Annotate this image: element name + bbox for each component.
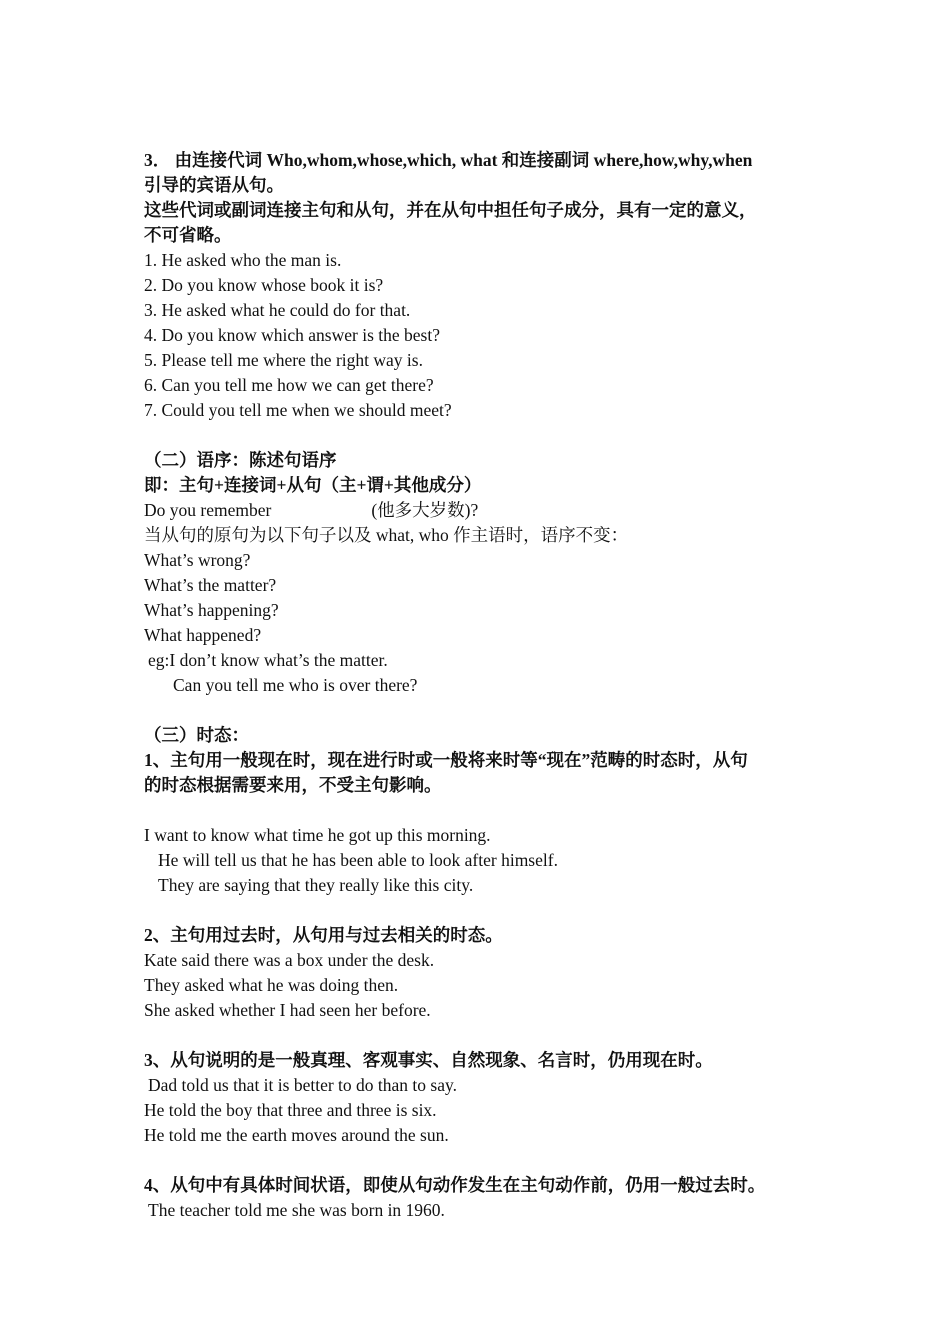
example-sentence: He will tell us that he has been able to look after himself. xyxy=(158,850,558,870)
spacer xyxy=(144,1023,824,1048)
example-sentence: Kate said there was a box under the desk. xyxy=(144,950,435,970)
example-sentence: They are saying that they really like this city. xyxy=(158,875,474,895)
tense-rule4: 4、从句中有具体时间状语，即使从句动作发生在主句动作前，仍用一般过去时。 xyxy=(144,1175,766,1195)
word-order-formula: 即：主句+连接词+从句（主+谓+其他成分） xyxy=(144,475,482,495)
example-sentence: 7. Could you tell me when we should meet? xyxy=(144,400,452,420)
word-order-note: 当从句的原句为以下句子以及 what, who 作主语时，语序不变： xyxy=(144,525,629,545)
tense-heading: （三）时态： xyxy=(144,725,249,745)
example-sentence: 4. Do you know which answer is the best? xyxy=(144,325,440,345)
tense-rule2: 2、主句用过去时，从句用与过去相关的时态。 xyxy=(144,925,503,945)
section3-desc-line1: 这些代词或副词连接主句和从句，并在从句中担任句子成分，具有一定的意义， xyxy=(144,200,757,220)
example-sentence: He told the boy that three and three is six. xyxy=(144,1100,437,1120)
fill-blank-right: (他多大岁数)? xyxy=(371,500,479,520)
example-sentence: She asked whether I had seen her before. xyxy=(144,1000,431,1020)
spacer xyxy=(144,798,824,823)
example-sentence: He told me the earth moves around the sun. xyxy=(144,1125,449,1145)
example-eg2: Can you tell me who is over there? xyxy=(173,675,418,695)
example-sentence: 1. He asked who the man is. xyxy=(144,250,342,270)
tense-rule1-line1: 1、主句用一般现在时，现在进行时或一般将来时等“现在”范畴的时态时，从句 xyxy=(144,750,748,770)
fixed-sentence: What’s happening? xyxy=(144,600,279,620)
spacer xyxy=(144,898,824,923)
fixed-sentence: What’s wrong? xyxy=(144,550,251,570)
example-eg1: eg:I don’t know what’s the matter. xyxy=(148,650,388,670)
tense-rule1-line2: 的时态根据需要来用，不受主句影响。 xyxy=(144,775,442,795)
spacer xyxy=(144,423,824,448)
example-sentence: 2. Do you know whose book it is? xyxy=(144,275,384,295)
section3-desc-line2: 不可省略。 xyxy=(144,225,232,245)
fill-blank-left: Do you remember xyxy=(144,500,272,520)
section3-heading-line1: 3． 由连接代词 Who,whom,whose,which, what 和连接副词 where,how,why,when xyxy=(144,150,753,170)
section3-heading-line2: 引导的宾语从句。 xyxy=(144,175,284,195)
document-page xyxy=(144,148,824,1223)
example-sentence: They asked what he was doing then. xyxy=(144,975,399,995)
word-order-heading: （二）语序：陈述句语序 xyxy=(144,450,337,470)
example-sentence: 5. Please tell me where the right way is. xyxy=(144,350,423,370)
example-sentence: 6. Can you tell me how we can get there? xyxy=(144,375,434,395)
tense-rule3: 3、从句说明的是一般真理、客观事实、自然现象、名言时，仍用现在时。 xyxy=(144,1050,713,1070)
example-sentence: Dad told us that it is better to do than to say. xyxy=(148,1075,457,1095)
fill-blank-question xyxy=(144,498,824,523)
spacer xyxy=(144,698,824,723)
fixed-sentence: What’s the matter? xyxy=(144,575,277,595)
example-sentence: I want to know what time he got up this morning. xyxy=(144,825,491,845)
example-sentence: 3. He asked what he could do for that. xyxy=(144,300,411,320)
spacer xyxy=(144,1148,824,1173)
fixed-sentence: What happened? xyxy=(144,625,262,645)
example-sentence: The teacher told me she was born in 1960. xyxy=(148,1200,445,1220)
